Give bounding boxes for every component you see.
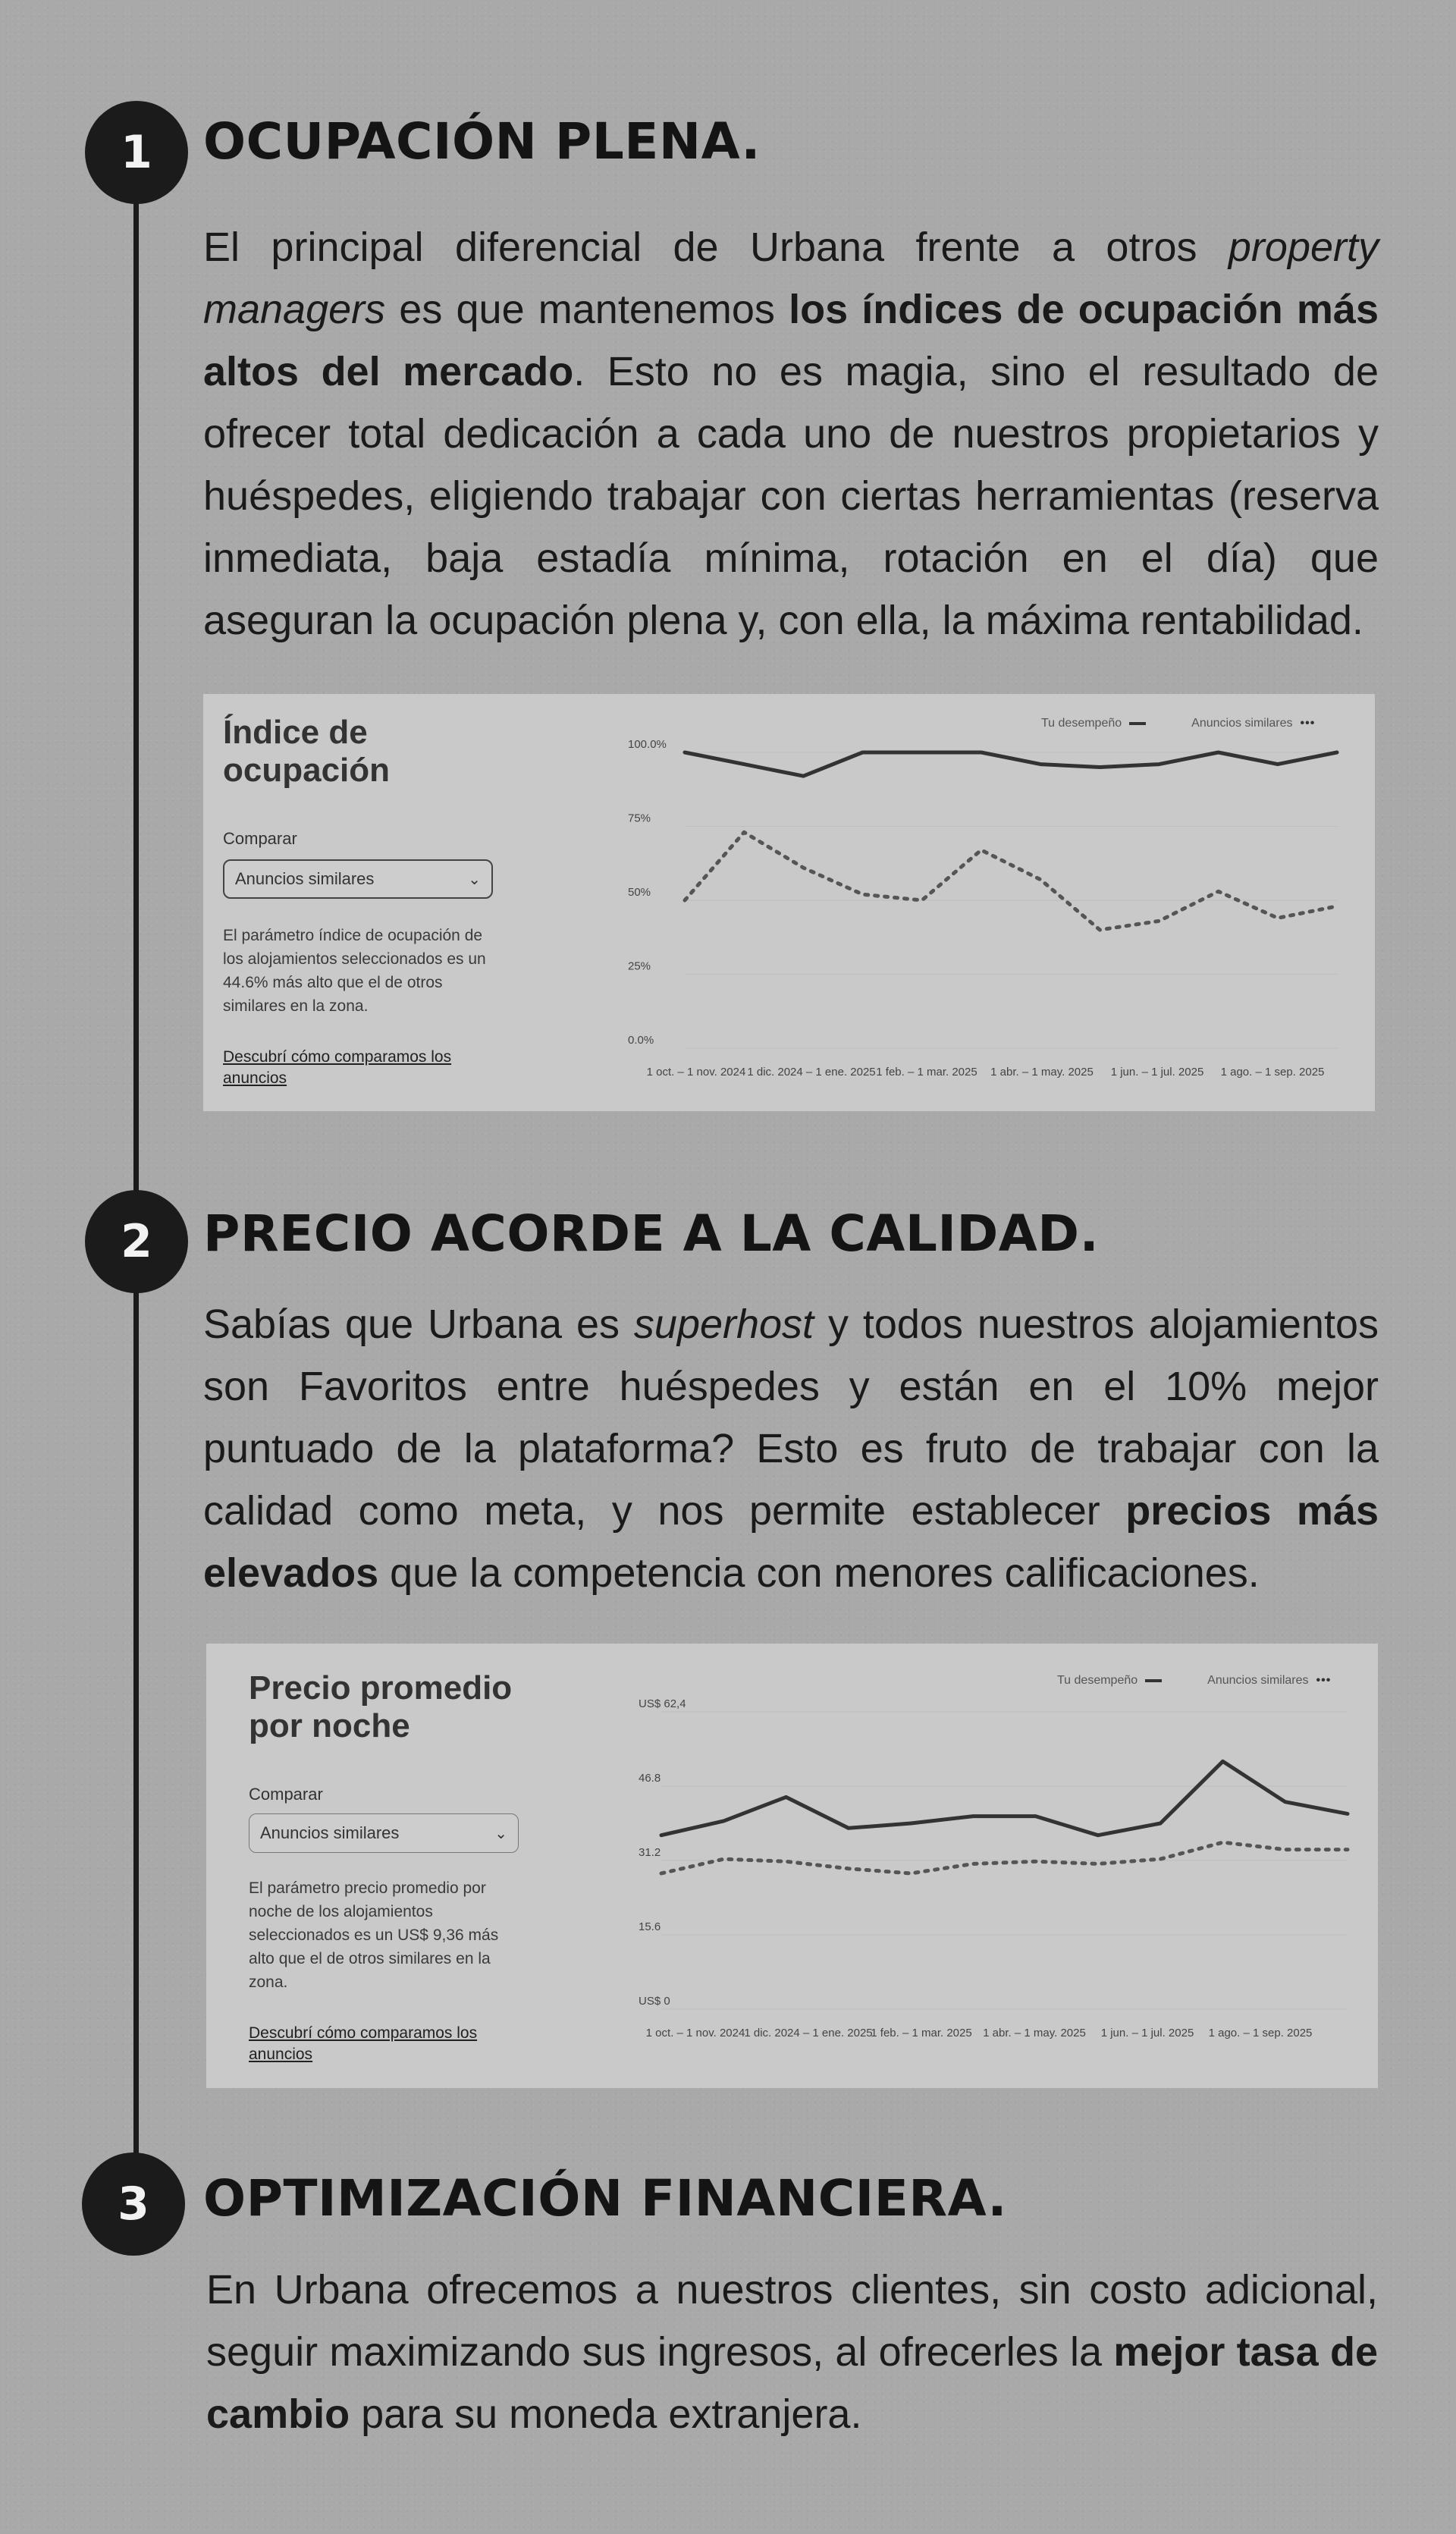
y-tick-label: US$ 0 xyxy=(639,1995,670,2008)
step-number: 1 xyxy=(121,126,152,179)
section-title-occupancy: OCUPACIÓN PLENA. xyxy=(203,112,761,171)
card-description: El parámetro precio promedio por noche de los alojamientos seleccionados es un US$ 9,36 más alto que el de otros similares en la zona. xyxy=(249,1879,499,1991)
card-title-line: Precio promedio xyxy=(249,1669,513,1707)
series-line-you xyxy=(685,752,1337,776)
y-tick-label: 46.8 xyxy=(639,1772,661,1785)
step-marker-2 xyxy=(85,1190,188,1293)
occupancy-line-chart xyxy=(203,694,1375,1111)
x-tick-label: 1 jun. – 1 jul. 2025 xyxy=(1100,2027,1194,2039)
chevron-down-icon: ⌄ xyxy=(468,871,481,888)
timeline-line xyxy=(133,152,139,2162)
series-line-you xyxy=(661,1761,1348,1835)
y-tick-label: 31.2 xyxy=(639,1846,661,1859)
emphasis-text: los índices de ocupación más altos del mercado xyxy=(203,287,1379,394)
section-body-price xyxy=(203,1293,1379,1604)
body-text: es que mantenemos xyxy=(385,287,789,332)
x-tick-label: 1 abr. – 1 may. 2025 xyxy=(983,2027,1086,2039)
x-tick-label: 1 oct. – 1 nov. 2024 xyxy=(646,1066,746,1079)
legend-label-similar: Anuncios similares xyxy=(1191,717,1293,730)
y-tick-label: 50% xyxy=(628,886,651,899)
x-tick-label: 1 dic. 2024 – 1 ene. 2025 xyxy=(747,1066,876,1079)
section-title-finance: OPTIMIZACIÓN FINANCIERA. xyxy=(203,2169,1008,2228)
compare-label: Comparar xyxy=(249,1785,323,1804)
compare-select-value: Anuncios similares xyxy=(260,1823,400,1842)
y-tick-label: US$ 62,4 xyxy=(639,1697,686,1710)
price-chart-card xyxy=(206,1644,1378,2088)
body-text: En Urbana ofrecemos a nuestros clientes, sin costo adicional, seguir maximizando sus ingresos, al ofrecerles la xyxy=(206,2267,1378,2375)
step-number: 3 xyxy=(118,2178,149,2231)
step-marker-1 xyxy=(85,101,188,204)
x-tick-label: 1 abr. – 1 may. 2025 xyxy=(990,1066,1094,1079)
price-line-chart xyxy=(206,1644,1378,2088)
x-tick-label: 1 oct. – 1 nov. 2024 xyxy=(645,2027,745,2039)
section-body-finance xyxy=(206,2259,1378,2445)
step-marker-3 xyxy=(82,2152,185,2256)
legend-label-similar: Anuncios similares xyxy=(1207,1674,1309,1687)
x-tick-label: 1 dic. 2024 – 1 ene. 2025 xyxy=(744,2027,873,2039)
italic-text: superhost xyxy=(633,1302,814,1347)
body-text: y todos nuestros alojamientos son Favoritos entre huéspedes y están en el 10% mejor puntuado de la plataforma? Esto es fruto de trabajar con la calidad como meta, y nos permite establecer xyxy=(203,1302,1379,1534)
y-tick-label: 75% xyxy=(628,812,651,825)
x-tick-label: 1 feb. – 1 mar. 2025 xyxy=(871,2027,972,2039)
legend-label-you: Tu desempeño xyxy=(1057,1674,1138,1687)
compare-label: Comparar xyxy=(223,829,297,848)
x-tick-label: 1 ago. – 1 sep. 2025 xyxy=(1220,1066,1325,1079)
y-tick-label: 0.0% xyxy=(628,1034,654,1047)
body-text: para su moneda extranjera. xyxy=(350,2391,862,2437)
x-tick-label: 1 feb. – 1 mar. 2025 xyxy=(876,1066,977,1079)
compare-select-value: Anuncios similares xyxy=(235,869,375,888)
x-tick-label: 1 ago. – 1 sep. 2025 xyxy=(1208,2027,1313,2039)
chevron-down-icon: ⌄ xyxy=(494,1825,507,1842)
series-line-similar xyxy=(685,832,1337,930)
occupancy-chart-card xyxy=(203,694,1375,1111)
card-title-line: Índice de xyxy=(223,714,368,751)
step-number: 2 xyxy=(121,1215,152,1268)
body-text: que la competencia con menores calificaciones. xyxy=(378,1550,1260,1596)
body-text: Sabías que Urbana es xyxy=(203,1302,634,1347)
legend-label-you: Tu desempeño xyxy=(1041,717,1122,730)
italic-text: property managers xyxy=(203,225,1379,332)
emphasis-text: mejor tasa de cambio xyxy=(206,2329,1378,2437)
y-tick-label: 25% xyxy=(628,959,651,973)
series-line-similar xyxy=(661,1842,1348,1873)
section-body-occupancy xyxy=(203,216,1379,652)
legend-dots-icon: ••• xyxy=(1316,1674,1332,1687)
compare-info-link[interactable]: Descubrí cómo comparamos los anuncios xyxy=(223,1048,452,1087)
card-description: El parámetro índice de ocupación de los alojamientos seleccionados es un 44.6% más alto que el de otros similares en la zona. xyxy=(223,927,486,1015)
card-title-line: por noche xyxy=(249,1707,410,1744)
card-title-line: ocupación xyxy=(223,752,391,789)
emphasis-text: precios más elevados xyxy=(203,1488,1379,1596)
x-tick-label: 1 jun. – 1 jul. 2025 xyxy=(1110,1066,1204,1079)
y-tick-label: 15.6 xyxy=(639,1920,661,1933)
legend-dots-icon: ••• xyxy=(1300,717,1316,730)
body-text: El principal diferencial de Urbana frente a otros xyxy=(203,225,1228,270)
body-text: . Esto no es magia, sino el resultado de ofrecer total dedicación a cada uno de nuestros propietarios y huéspedes, eligiendo trabajar con ciertas herramientas (reserva inmediata, baja estadía mínima, rotación en el día) que aseguran la ocupación plena y, con ella, la máxima rentabilidad. xyxy=(203,349,1379,643)
compare-info-link[interactable]: Descubrí cómo comparamos los anuncios xyxy=(249,2024,478,2063)
section-title-price: PRECIO ACORDE A LA CALIDAD. xyxy=(203,1204,1100,1263)
y-tick-label: 100.0% xyxy=(628,738,667,751)
